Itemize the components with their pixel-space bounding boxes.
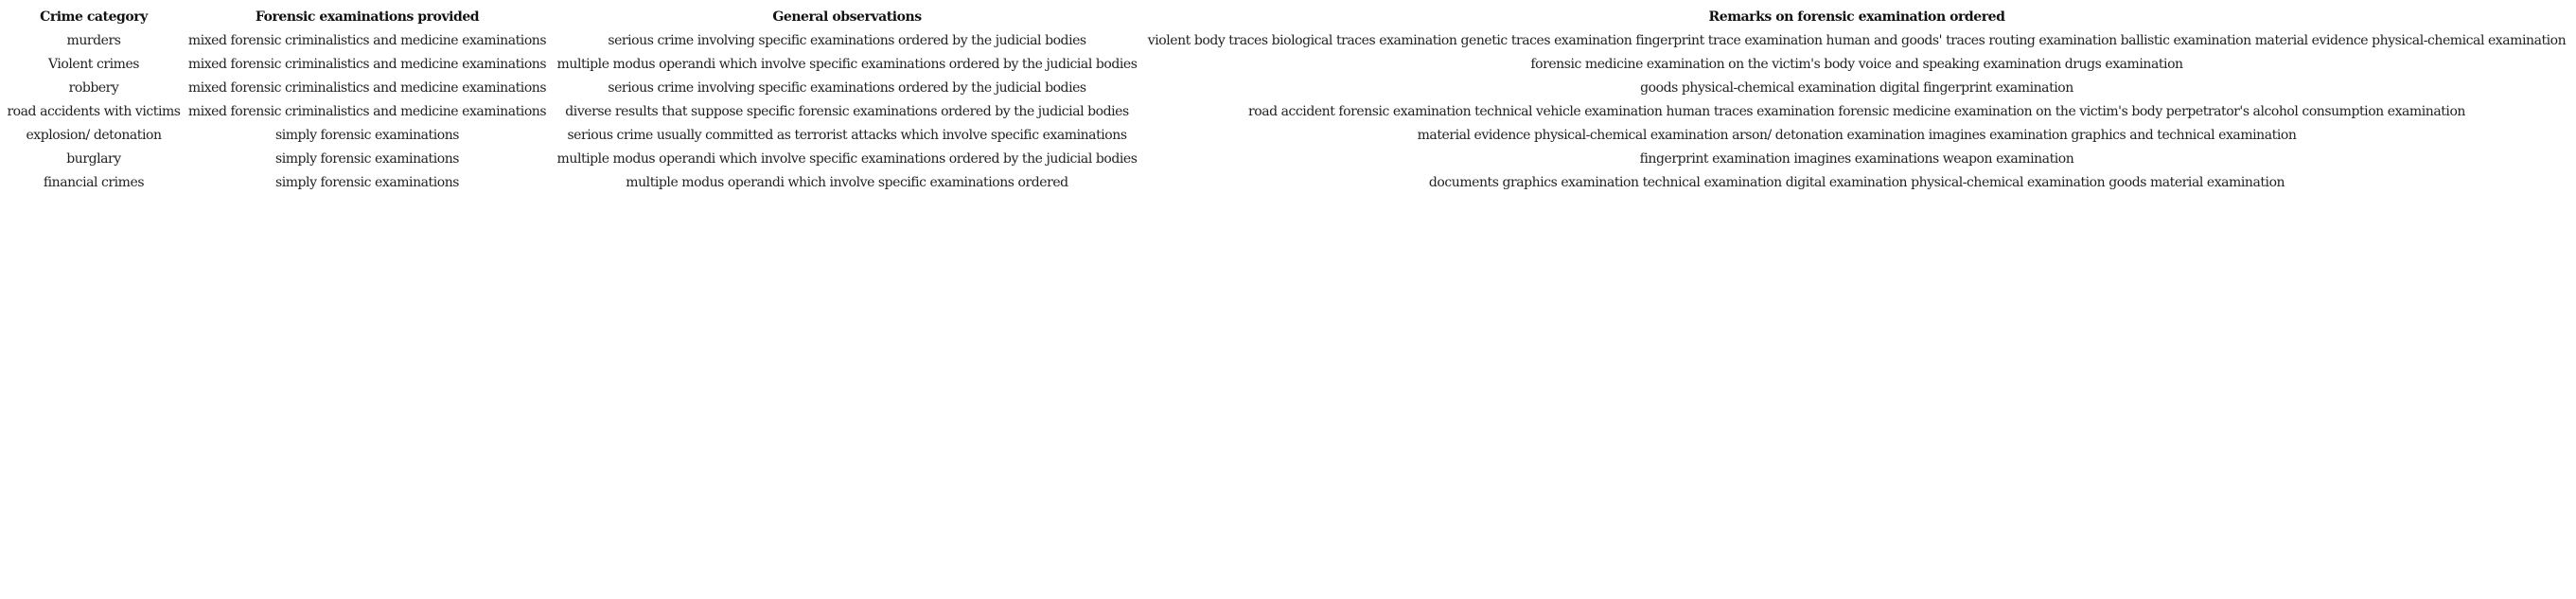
cell-crime-category: robbery — [68, 80, 119, 96]
cell-remarks: documents graphics examination technical examination digital examination physical-chemical examination goods material examination — [1428, 175, 2285, 190]
table-row — [4, 77, 2570, 100]
table-row — [4, 53, 2570, 77]
cell-examinations-provided: simply forensic examinations — [274, 128, 460, 143]
table-row — [4, 29, 2570, 53]
header-remarks: Remarks on forensic examination ordered — [1708, 9, 2005, 25]
cell-crime-category: financial crimes — [43, 175, 145, 190]
cell-general-observations: multiple modus operandi which involve specific examinations ordered by the judicial bodies — [556, 57, 1138, 72]
cell-examinations-provided: simply forensic examinations — [274, 151, 460, 167]
table-row — [4, 100, 2570, 124]
cell-remarks: material evidence physical-chemical examination arson/ detonation examination imagines examination graphics and technical examination — [1417, 128, 2297, 143]
cell-examinations-provided: mixed forensic criminalistics and medicine examinations — [187, 33, 547, 48]
cell-general-observations: serious crime involving specific examinations ordered by the judicial bodies — [608, 33, 1086, 48]
cell-examinations-provided: mixed forensic criminalistics and medicine examinations — [187, 80, 547, 96]
cell-general-observations: serious crime involving specific examinations ordered by the judicial bodies — [608, 80, 1086, 96]
cell-general-observations: multiple modus operandi which involve specific examinations ordered by the judicial bodies — [556, 151, 1138, 167]
table-row — [4, 124, 2570, 148]
document-sheet — [4, 6, 2570, 195]
cell-crime-category: Violent crimes — [47, 57, 140, 72]
cell-examinations-provided: simply forensic examinations — [274, 175, 460, 190]
cell-remarks: road accident forensic examination technical vehicle examination human traces examination forensic medicine examination on the victim's body perpetrator's alcohol consumption examination — [1248, 104, 2465, 119]
cell-examinations-provided: mixed forensic criminalistics and medicine examinations — [187, 104, 547, 119]
cell-remarks: violent body traces biological traces examination genetic traces examination fingerprint trace examination human and goods' traces routing examination ballistic examination material evidence physical-chemical examination — [1147, 33, 2567, 48]
header-row — [4, 6, 2570, 29]
cell-remarks: fingerprint examination imagines examinations weapon examination — [1639, 151, 2074, 167]
cell-general-observations: serious crime usually committed as terrorist attacks which involve specific examinations — [567, 128, 1127, 143]
cell-general-observations: diverse results that suppose specific forensic examinations ordered by the judicial bodies — [565, 104, 1129, 119]
cell-remarks: forensic medicine examination on the victim's body voice and speaking examination drugs examination — [1530, 57, 2183, 72]
header-crime-category: Crime category — [40, 9, 148, 25]
cell-examinations-provided: mixed forensic criminalistics and medicine examinations — [187, 57, 547, 72]
table-header — [4, 6, 2570, 29]
table-body — [4, 29, 2570, 195]
cell-crime-category: burglary — [66, 151, 121, 167]
cell-remarks: goods physical-chemical examination digital fingerprint examination — [1640, 80, 2073, 96]
cell-crime-category: road accidents with victims — [7, 104, 181, 119]
cell-general-observations: multiple modus operandi which involve specific examinations ordered — [626, 175, 1068, 190]
forensic-examinations-table — [4, 6, 2570, 195]
header-forensic-examinations-provided: Forensic examinations provided — [255, 9, 480, 25]
header-general-observations: General observations — [772, 9, 922, 25]
table-row — [4, 148, 2570, 171]
cell-crime-category: explosion/ detonation — [26, 128, 162, 143]
table-row — [4, 171, 2570, 195]
cell-crime-category: murders — [66, 33, 121, 48]
